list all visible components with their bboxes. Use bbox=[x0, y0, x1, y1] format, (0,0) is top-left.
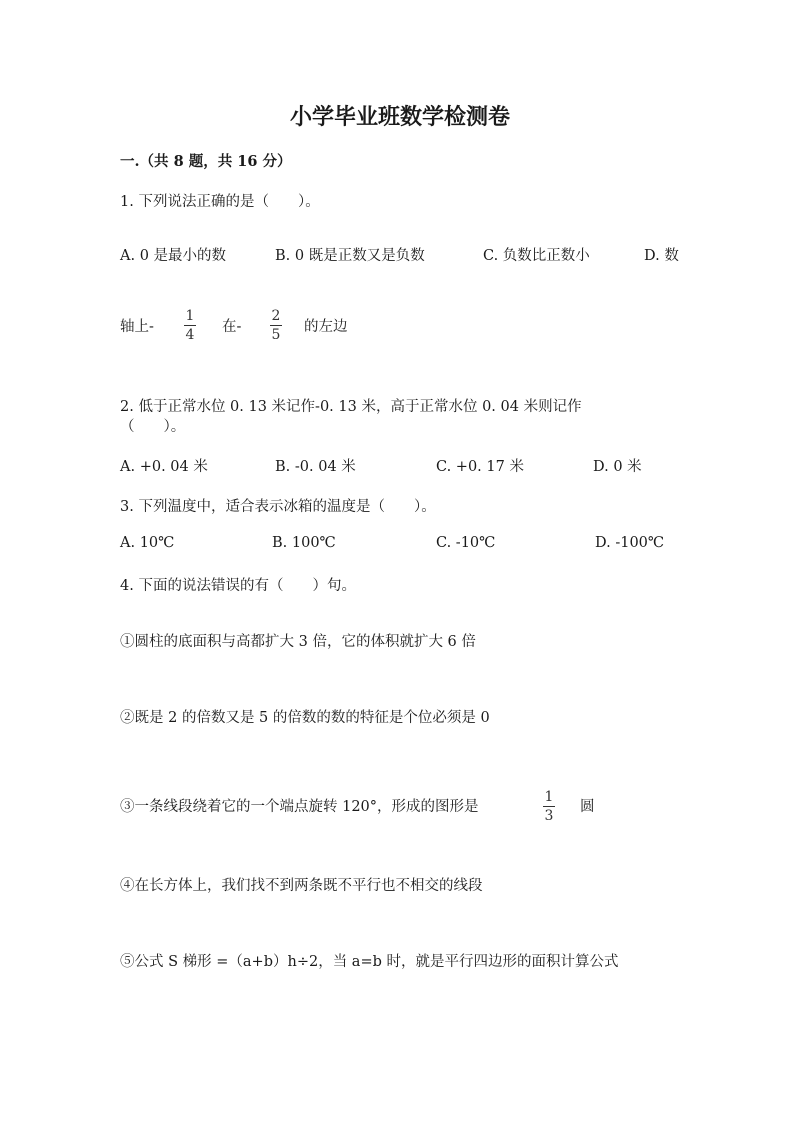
question-2-option-d: D. 0 米 bbox=[593, 459, 642, 475]
question-2-option-a: A. +0. 04 米 bbox=[120, 459, 208, 475]
fraction-bar bbox=[270, 325, 282, 326]
question-4-statement-3-suffix: 圆 bbox=[580, 799, 595, 815]
page-title: 小学毕业班数学检测卷 bbox=[289, 104, 510, 130]
fraction-bar bbox=[543, 806, 555, 807]
fraction-denominator: 3 bbox=[544, 808, 554, 824]
question-1-option-d-suffix: 的左边 bbox=[304, 319, 348, 335]
fraction-one-third bbox=[543, 789, 555, 824]
fraction-denominator: 5 bbox=[271, 327, 281, 343]
question-3-stem: 3. 下列温度中，适合表示冰箱的温度是（ ）。 bbox=[120, 499, 436, 515]
question-2-option-c: C. +0. 17 米 bbox=[436, 459, 524, 475]
fraction-numerator: 1 bbox=[544, 789, 554, 805]
question-1-option-b: B. 0 既是正数又是负数 bbox=[275, 248, 425, 264]
fraction-numerator: 1 bbox=[185, 308, 195, 324]
question-3-option-a: A. 10℃ bbox=[120, 535, 175, 551]
question-4-statement-1: ①圆柱的底面积与高都扩大 3 倍，它的体积就扩大 6 倍 bbox=[120, 634, 476, 650]
question-1-option-d-prefix: 轴上- bbox=[120, 319, 154, 335]
question-2-option-b: B. -0. 04 米 bbox=[275, 459, 356, 475]
question-1-option-a: A. 0 是最小的数 bbox=[120, 248, 227, 264]
fraction-denominator: 4 bbox=[185, 327, 195, 343]
question-1-stem: 1. 下列说法正确的是（ ）。 bbox=[120, 194, 320, 210]
fraction-one-quarter bbox=[184, 308, 196, 343]
question-4-statement-4: ④在长方体上，我们找不到两条既不平行也不相交的线段 bbox=[120, 878, 483, 894]
question-1-option-c: C. 负数比正数小 bbox=[483, 248, 590, 264]
question-3-option-b: B. 100℃ bbox=[272, 535, 336, 551]
question-3-option-c: C. -10℃ bbox=[436, 535, 496, 551]
fraction-numerator: 2 bbox=[271, 308, 281, 324]
fraction-two-fifths bbox=[270, 308, 282, 343]
question-2-stem-continued: （ ）。 bbox=[120, 419, 186, 435]
question-4-statement-3-prefix: ③一条线段绕着它的一个端点旋转 120°，形成的图形是 bbox=[120, 799, 479, 815]
question-1-option-d: D. 数 bbox=[644, 248, 679, 264]
question-2-stem: 2. 低于正常水位 0. 13 米记作-0. 13 米，高于正常水位 0. 04 米则记作 bbox=[120, 399, 582, 415]
question-4-statement-5: ⑤公式 S 梯形 =（a+b）h÷2，当 a=b 时，就是平行四边形的面积计算公式 bbox=[120, 954, 619, 970]
question-1-option-d-middle: 在- bbox=[222, 319, 242, 335]
fraction-bar bbox=[184, 325, 196, 326]
question-4-stem: 4. 下面的说法错误的有（ ）句。 bbox=[120, 578, 356, 594]
question-4-statement-2: ②既是 2 的倍数又是 5 的倍数的数的特征是个位必须是 0 bbox=[120, 710, 490, 726]
question-3-option-d: D. -100℃ bbox=[595, 535, 665, 551]
section-heading: 一.（共 8 题，共 16 分） bbox=[120, 153, 292, 170]
